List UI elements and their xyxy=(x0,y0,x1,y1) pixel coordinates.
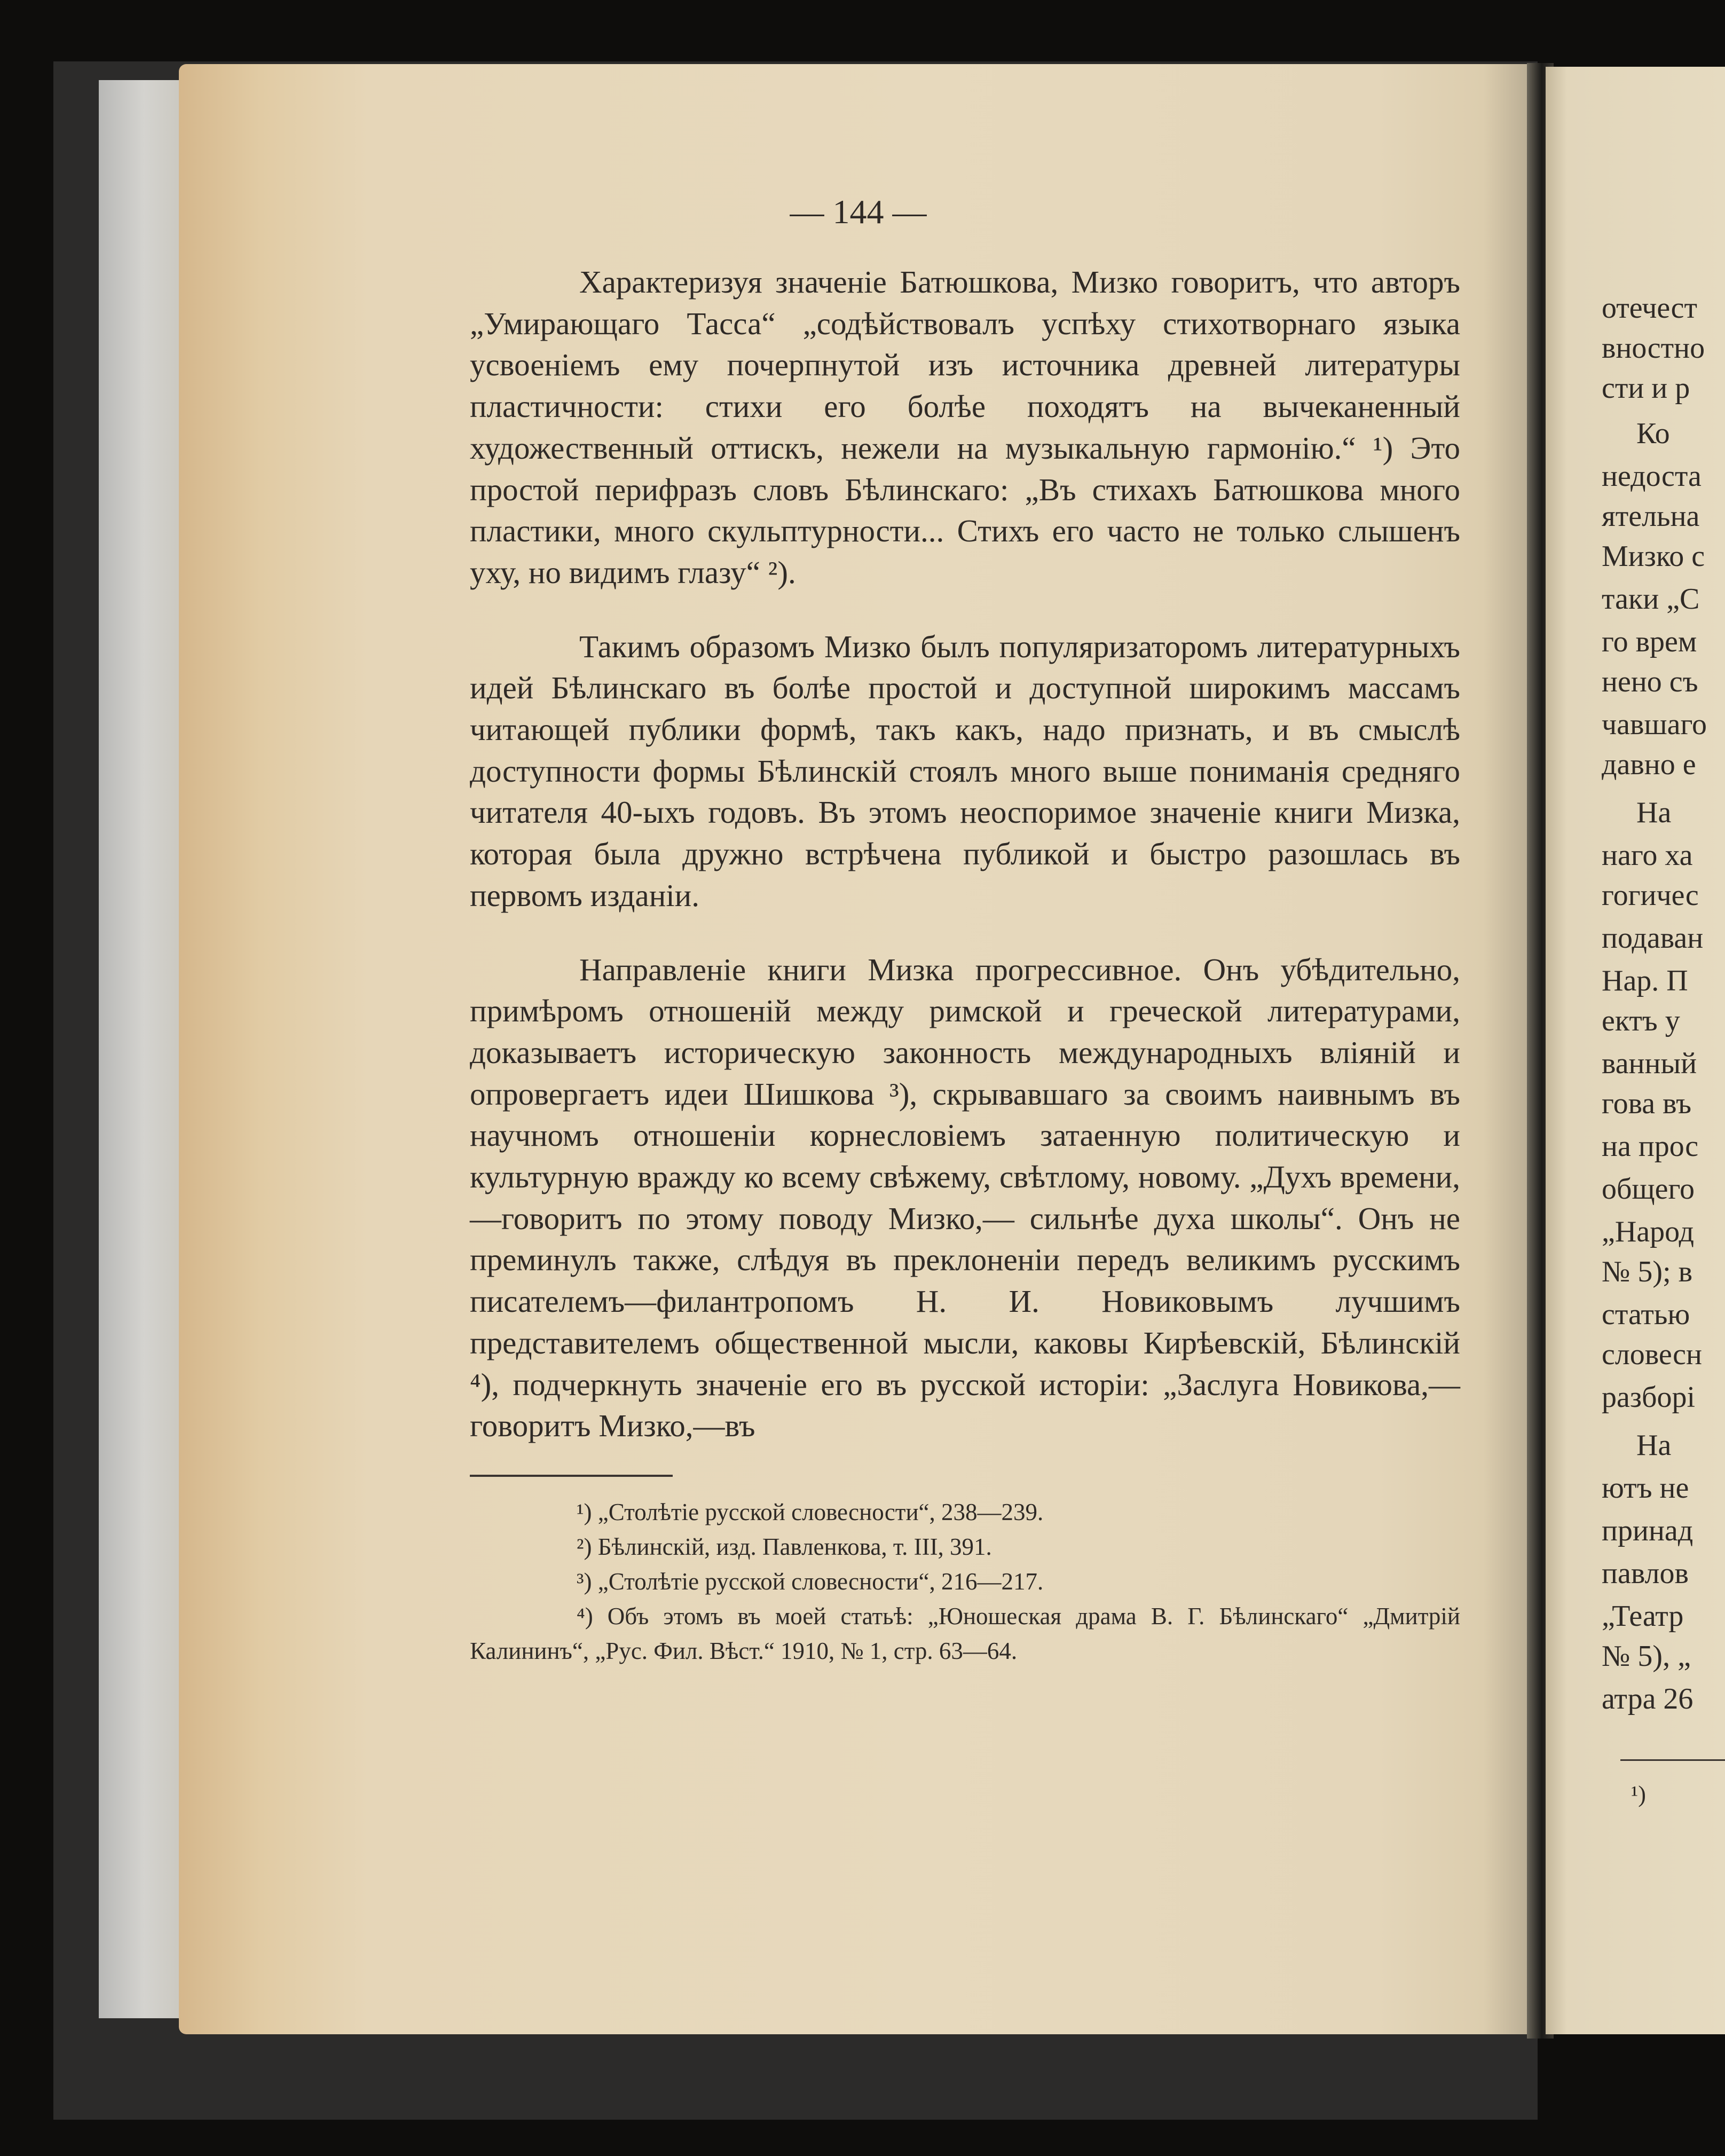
facing-line: павлов xyxy=(1602,1557,1689,1590)
facing-line: атра 26 xyxy=(1602,1682,1694,1716)
facing-line: статью xyxy=(1602,1298,1690,1331)
facing-line: го врем xyxy=(1602,625,1697,658)
facing-page-fragment xyxy=(1546,67,1725,2034)
facing-line: отечест xyxy=(1602,292,1697,325)
facing-line: „Народ xyxy=(1602,1215,1695,1248)
facing-line: подаван xyxy=(1602,922,1704,955)
facing-line: на прос xyxy=(1602,1130,1699,1163)
footnote-4: ⁴) Объ этомъ въ моей статьѣ: „Юношеская драма В. Г. Бѣлинскаго“ „Дмитрій Калининъ“, „Рус. Фил. Вѣст.“ 1910, № 1, стр. 63—64. xyxy=(470,1602,1460,1664)
footnote-3: ³) „Столѣтіе русской словесности“, 216—217. xyxy=(577,1568,1044,1595)
facing-line: давно е xyxy=(1602,748,1696,781)
paragraph-3: Направленіе книги Мизка прогрессивное. Онъ убѣдительно, примѣромъ отношеній между римской и греческой литературами, доказываетъ историческую законность международныхъ вліяній и опровергаетъ идеи Шишкова ³), скрывавшаго за своимъ наивнымъ въ научномъ отношеніи корнесловіемъ затаенную политическую и культурную вражду ко всему свѣжему, свѣтлому, новому. „Духъ времени,—говоритъ по этому поводу Мизко,— сильнѣе духа школы“. Онъ не преминулъ также, слѣдуя въ преклоненіи передъ великимъ русскимъ писателемъ—филантропомъ Н. И. Новиковымъ лучшимъ представителемъ общественной мысли, каковы Кирѣевскій, Бѣлинскій ⁴), подчеркнуть значеніе его въ русской исторіи: „Заслуга Новикова,—говоритъ Мизко,—въ xyxy=(470,951,1460,1444)
facing-line: На xyxy=(1636,1429,1672,1462)
facing-line: гогичес xyxy=(1602,879,1699,912)
facing-footnote-divider xyxy=(1620,1759,1725,1761)
facing-line: ектъ у xyxy=(1602,1004,1680,1037)
footnote-divider xyxy=(470,1475,673,1477)
facing-line: вностно xyxy=(1602,332,1705,365)
facing-line: наго ха xyxy=(1602,839,1693,872)
paragraph-1: Характеризуя значеніе Батюшкова, Мизко говоритъ, что авторъ „Умирающаго Тасса“ „содѣйствовалъ успѣху стихотворнаго языка усвоеніемъ ему почерпнутой изъ источника древней литературы пластичности: стихи его болѣе походятъ на вычеканенный художественный оттискъ, нежели на музыкальную гармонію.“ ¹) Это простой перифразъ словъ Бѣлинскаго: „Въ стихахъ Батюшкова много пластики, много скульптурности... Стихъ его часто не только слышенъ уху, но видимъ глазу“ ²). xyxy=(470,264,1460,590)
facing-line: ¹) xyxy=(1631,1781,1646,1807)
facing-line: сти и р xyxy=(1602,372,1690,405)
scanner-edge-strip xyxy=(99,80,190,2018)
facing-line: нено съ xyxy=(1602,665,1698,698)
facing-line: ятельна xyxy=(1602,500,1700,533)
footnote-1: ¹) „Столѣтіе русской словесности“, 238—239. xyxy=(577,1498,1044,1525)
facing-line: недоста xyxy=(1602,460,1702,493)
paragraph-2: Такимъ образомъ Мизко былъ популяризаторомъ литературныхъ идей Бѣлинскаго въ болѣе простой и доступной широкимъ массамъ читающей публики формѣ, такъ какъ, надо признать, и въ смыслѣ доступности формы Бѣлинскій стоялъ много выше пониманія средняго читателя 40-ыхъ годовъ. Въ этомъ неоспоримое значеніе книги Мизка, которая была дружно встрѣчена публикой и быстро разошлась въ первомъ изданіи. xyxy=(470,628,1460,913)
facing-line: ванный xyxy=(1602,1047,1697,1080)
facing-line: словесн xyxy=(1602,1338,1702,1371)
facing-line: разборі xyxy=(1602,1381,1696,1414)
facing-line: гова въ xyxy=(1602,1087,1692,1120)
facing-line: № 5), „ xyxy=(1602,1640,1691,1673)
facing-line: На xyxy=(1636,796,1672,829)
main-text xyxy=(470,262,1460,1669)
footnote-2: ²) Бѣлинскій, изд. Павленкова, т. III, 391. xyxy=(577,1533,992,1560)
facing-line: таки „С xyxy=(1602,583,1700,616)
facing-line: Нар. П xyxy=(1602,964,1688,997)
facing-line: ютъ не xyxy=(1602,1472,1689,1505)
facing-line: „Театр xyxy=(1602,1600,1684,1633)
facing-line: Ко xyxy=(1636,417,1670,450)
facing-line: № 5); в xyxy=(1602,1255,1693,1288)
facing-line: чавшаго xyxy=(1602,708,1707,741)
facing-line: общего xyxy=(1602,1173,1695,1206)
page-number: — 144 — xyxy=(790,193,927,231)
facing-line: принад xyxy=(1602,1514,1694,1547)
facing-line: Мизко с xyxy=(1602,540,1705,573)
